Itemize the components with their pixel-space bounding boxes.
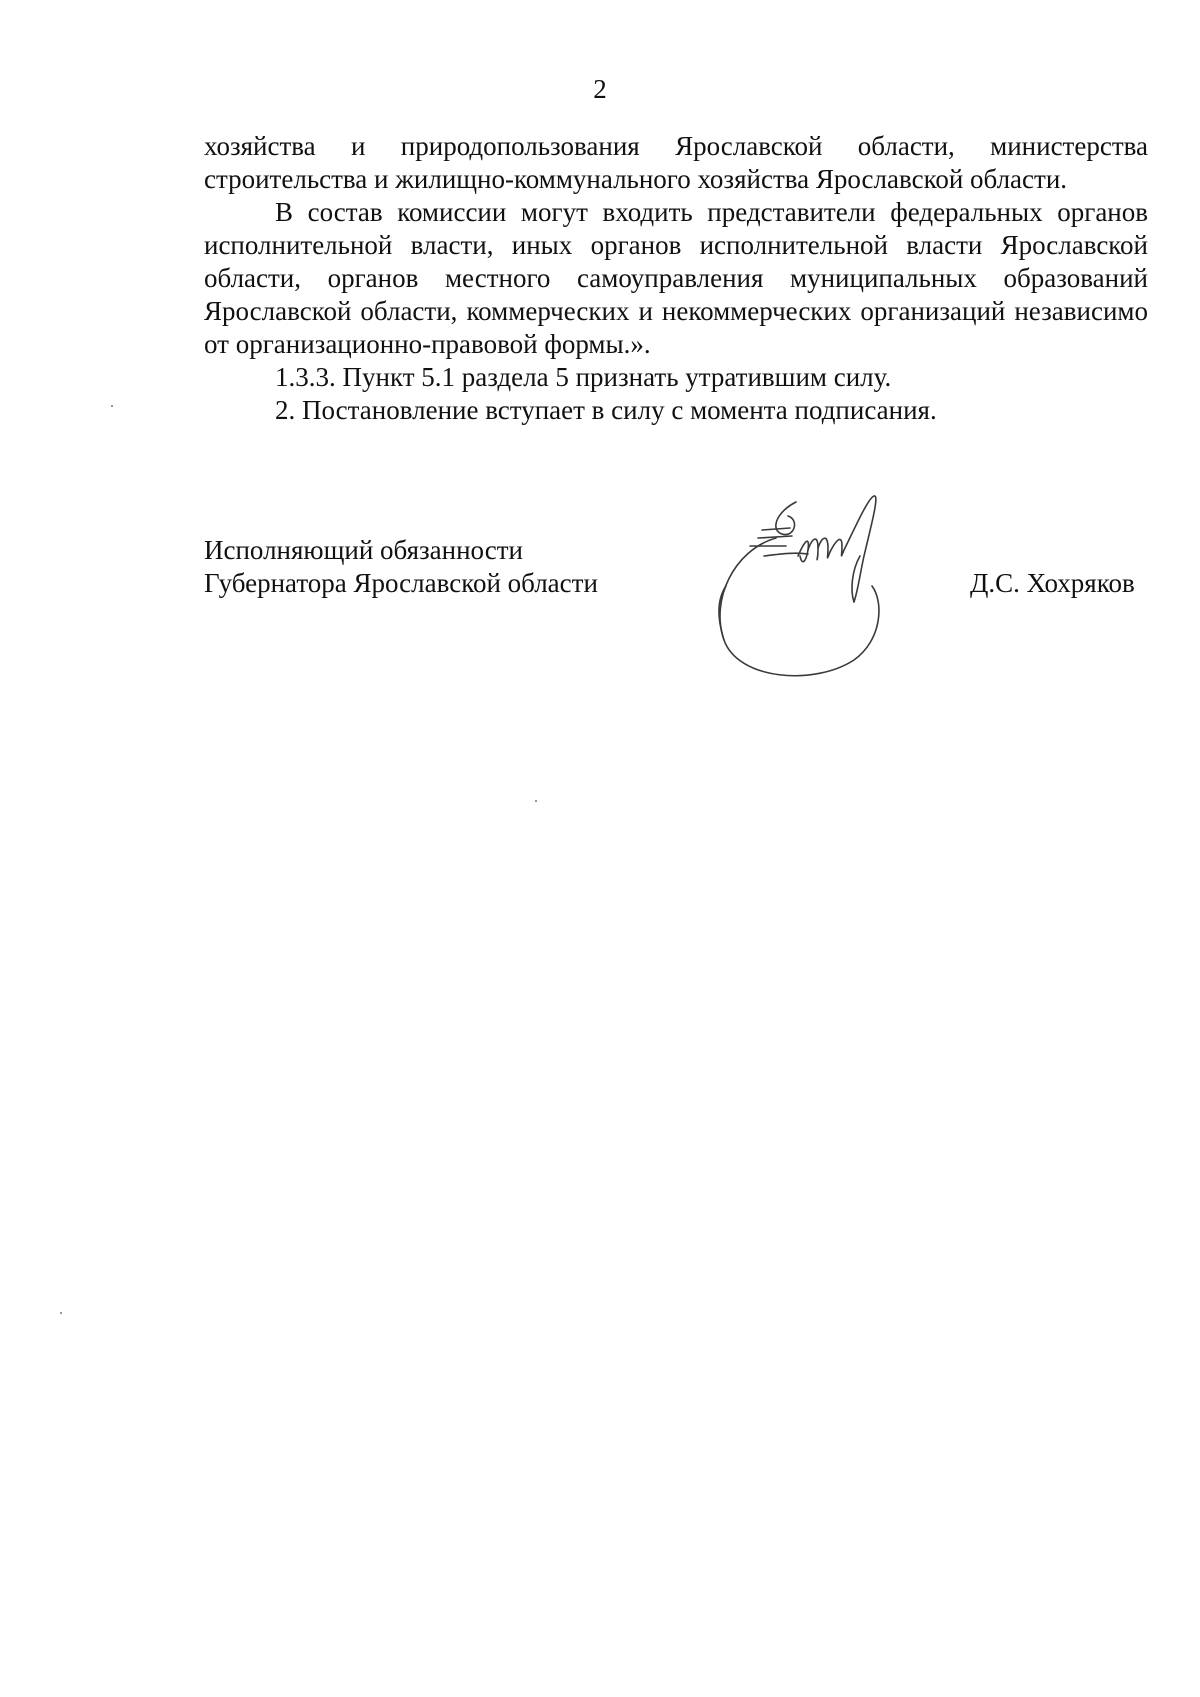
signatory-name: Д.С. Хохряков	[970, 568, 1135, 598]
scan-speck	[535, 800, 537, 802]
document-body	[204, 130, 1148, 427]
signatory-title	[204, 534, 598, 600]
paragraph-item-1-3-3: 1.3.3. Пункт 5.1 раздела 5 признать утратившим силу.	[275, 362, 892, 392]
handwritten-signature	[704, 490, 944, 690]
paragraph-item-2: 2. Постановление вступает в силу с момента подписания.	[275, 395, 937, 425]
scan-speck	[111, 405, 113, 407]
paragraph-commission-composition: В состав комиссии могут входить представители федеральных органов исполнительной власти, иных органов исполнительной власти Ярославской области, органов местного самоуправления муниципальных образований Ярославской области, коммерческих и некоммерческих организаций независимо от организационно-правовой формы.».	[204, 197, 1148, 359]
paragraph-continuation: хозяйства и природопользования Ярославской области, министерства строительства и жилищно-коммунального хозяйства Ярославской области.	[204, 131, 1148, 194]
signatory-title-line-1: Исполняющий обязанности	[204, 535, 523, 565]
scan-speck	[60, 1312, 62, 1314]
signatory-title-line-2: Губернатора Ярославской области	[204, 568, 598, 598]
page-number: 2	[593, 74, 607, 104]
